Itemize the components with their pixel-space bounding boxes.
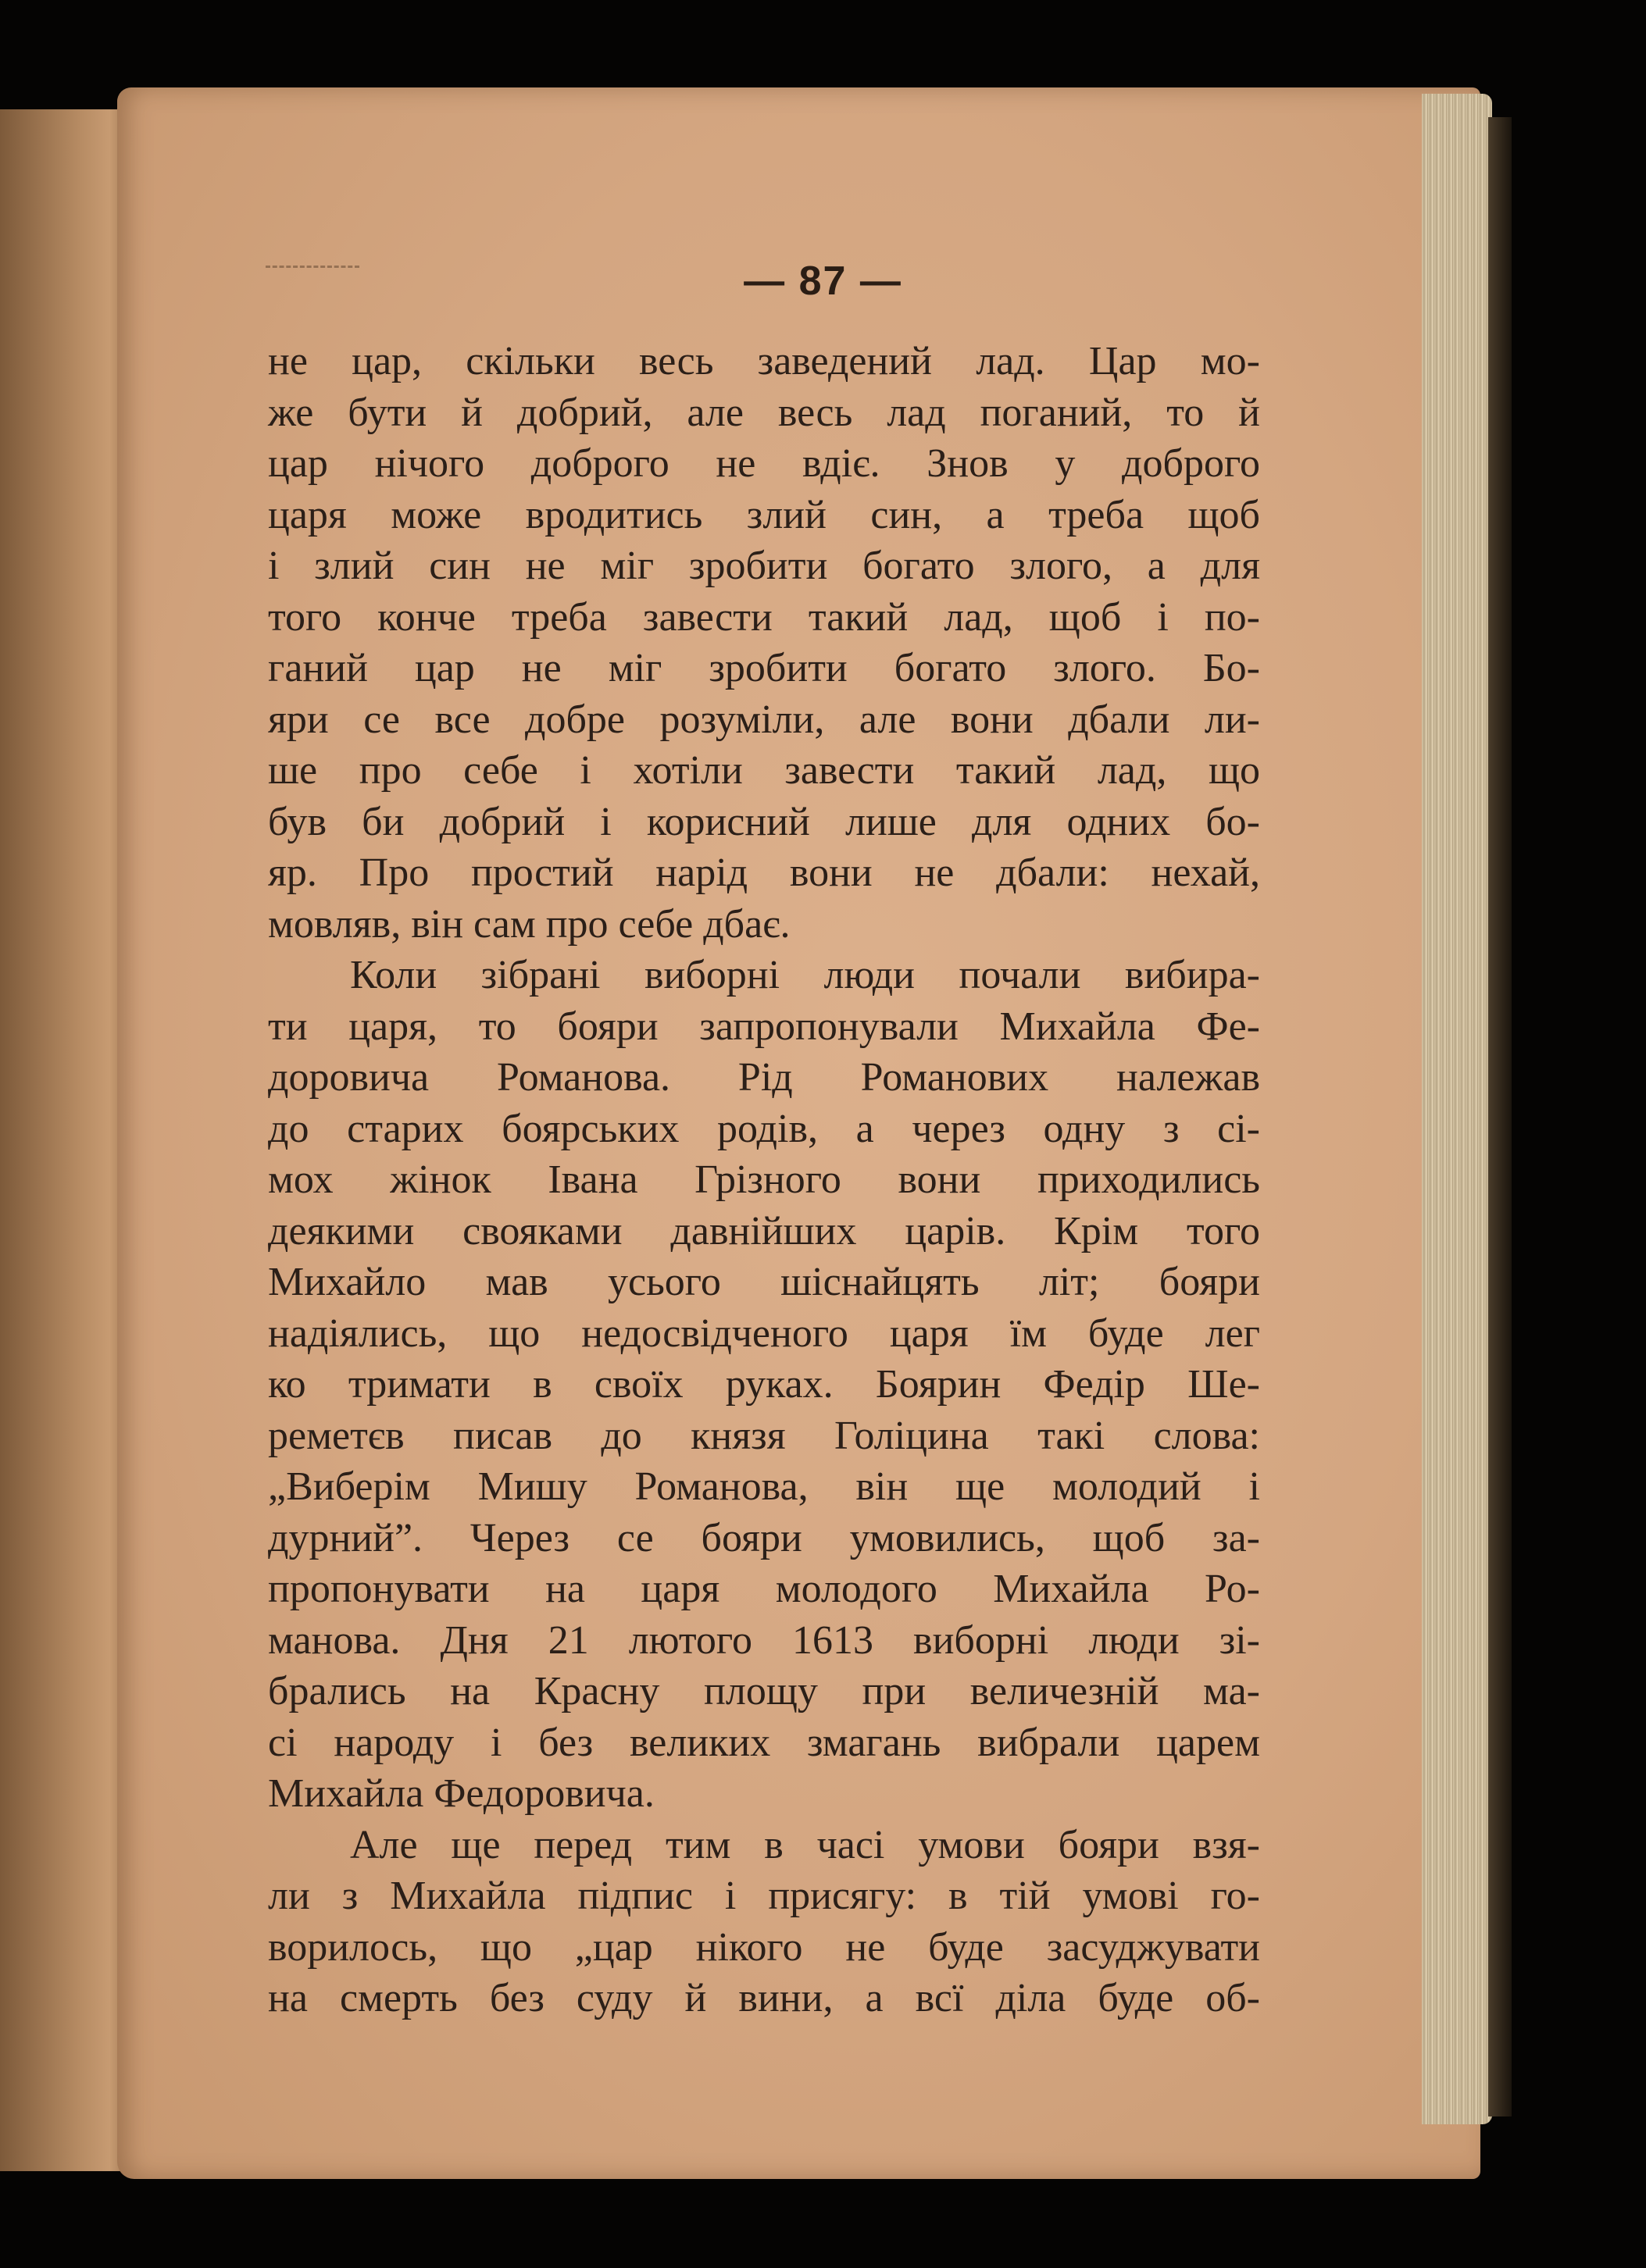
text-line: реметєв писав до князя Голіцина такі слова: [268,1413,1260,1458]
text-line: доровича Романова. Рід Романових належав [268,1055,1260,1100]
text-line: манова. Дня 21 лютого 1613 виборні люди зі- [268,1617,1260,1663]
text-line: Михайло мав усього шіснайцять літ; бояри [268,1260,1260,1304]
left-page-edge [0,109,129,2171]
text-line: сі народу і без великих змагань вибрали царем [268,1720,1260,1765]
book-cover-edge [1488,117,1512,2116]
text-line: ганий цар не міг зробити богато злого. Бо- [268,646,1260,690]
text-line: „Виберім Мишу Романова, він ще молодий і [268,1464,1260,1509]
text-line: дурний”. Через се бояри умовились, щоб за- [268,1515,1260,1560]
body-text [268,336,1260,2024]
text-line: мовляв, він сам про себе дбає. [268,901,791,947]
text-line: і злий син не міг зробити богато злого, а для [268,544,1260,588]
text-line: того конче треба завести такий лад, щоб і по- [268,594,1260,640]
text-line: же бути й добрий, але весь лад поганий, то й [268,390,1260,435]
text-line: був би добрий і корисний лише для одних бо- [268,799,1260,844]
text-line: надіялись, що недосвідченого царя їм буде лег [268,1311,1260,1356]
text-line: яр. Про простий нарід вони не дбали: нехай, [268,850,1260,895]
page-stack-edge [1422,94,1492,2124]
text-line: деякими свояками давнійших царів. Крім того [268,1208,1260,1253]
text-line: не цар, скільки весь заведений лад. Цар мо- [268,339,1260,383]
text-line: ко тримати в своїх руках. Боярин Федір Ше- [268,1362,1260,1407]
text-line: Але ще перед тим в часі умови бояри взя- [350,1822,1260,1867]
text-line: Коли зібрані виборні люди почали вибира- [350,953,1260,997]
page-number: — 87 — [744,259,902,304]
text-line: ше про себе і хотіли завести такий лад, що [268,748,1260,793]
text-line: ти царя, то бояри запропонували Михайла Фе- [268,1004,1260,1049]
text-line: царя може вродитись злий син, а треба щоб [268,492,1260,537]
text-line: пропонувати на царя молодого Михайла Ро- [268,1567,1260,1611]
text-line: брались на Красну площу при величезній ма- [268,1669,1260,1713]
text-line: Михайла Федоровича. [268,1771,655,1816]
text-line: цар нічого доброго не вдіє. Знов у доброго [268,441,1260,486]
text-line: мох жінок Івана Грізного вони приходились [268,1157,1260,1202]
text-line: ворилось, що „цар нікого не буде засуджувати [268,1924,1260,1970]
text-line: до старих боярських родів, а через одну з сі- [268,1106,1260,1151]
text-line: яри се все добре розуміли, але вони дбали ли- [268,697,1260,742]
text-line: ли з Михайла підпис і присягу: в тій умові го- [268,1874,1260,1918]
text-line: на смерть без суду й вини, а всї діла буде об- [268,1976,1260,2020]
